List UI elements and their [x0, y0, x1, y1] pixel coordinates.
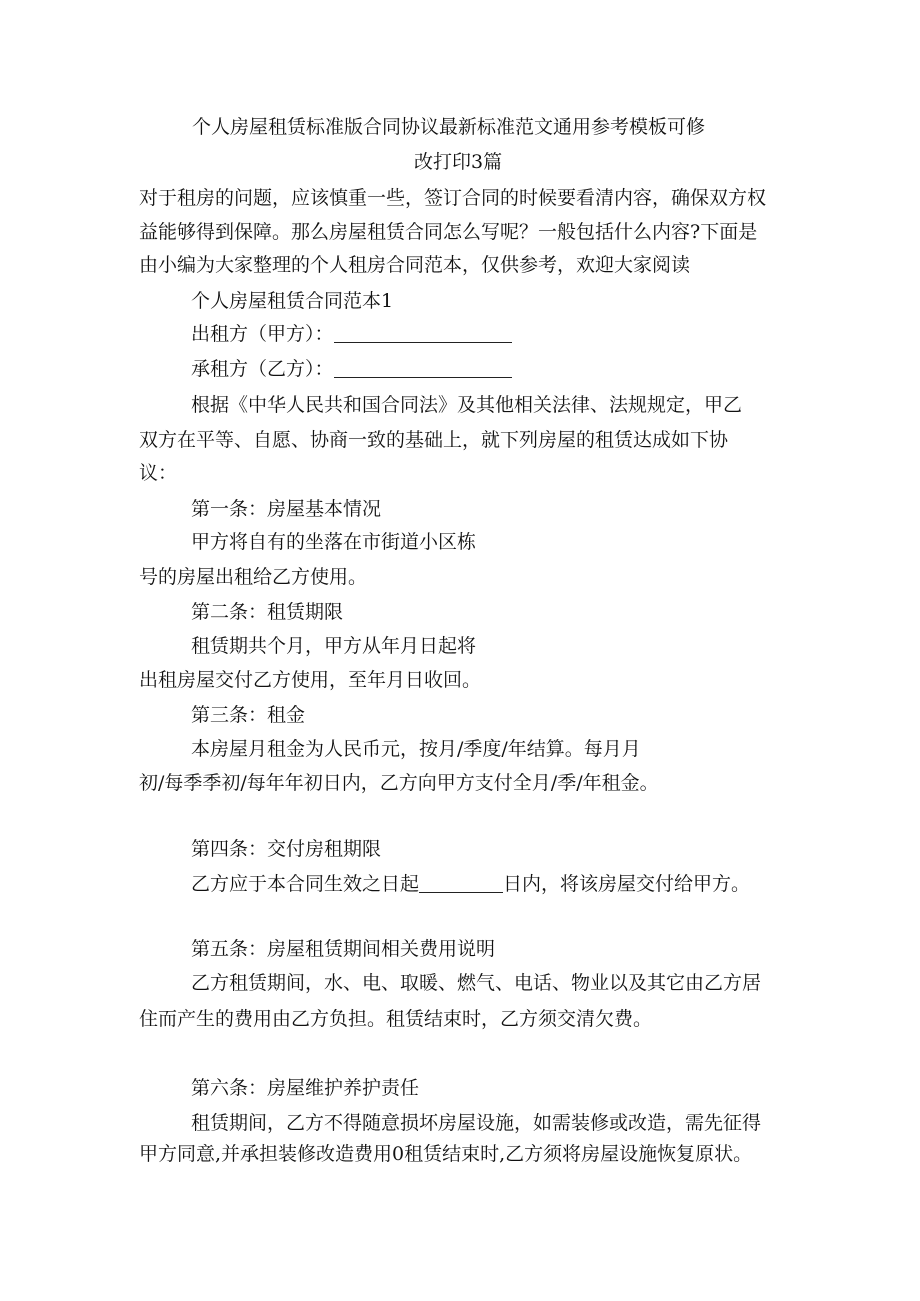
lessor-blank — [334, 324, 512, 343]
article-6-line-1: 租赁期间，乙方不得随意损坏房屋设施，如需装修或改造，需先征得 — [191, 1112, 762, 1134]
lessee-blank — [334, 359, 512, 378]
document-title-line-1: 个人房屋租赁标准版合同协议最新标准范文通用参考模板可修 — [192, 116, 706, 138]
preamble-line-2: 双方在平等、自愿、协商一致的基础上，就下列房屋的租赁达成如下协 — [139, 429, 729, 451]
lessor-label: 出租方（甲方）： — [191, 323, 334, 345]
intro-line-3: 由小编为大家整理的个人租房合同范本，仅供参考，欢迎大家阅读 — [139, 254, 691, 276]
lessor-line — [191, 322, 512, 346]
article-1-heading: 第一条：房屋基本情况 — [191, 498, 382, 520]
preamble-line-3: 议： — [139, 462, 178, 484]
article-1-line-1: 甲方将自有的坐落在市街道小区栋 — [191, 531, 477, 553]
article-2-line-1: 租赁期共个月，甲方从年月日起将 — [191, 635, 477, 657]
article-4-heading: 第四条：交付房租期限 — [191, 838, 382, 860]
article-5-line-2: 住而产生的费用由乙方负担。租赁结束时，乙方须交清欠费。 — [139, 1008, 653, 1030]
lessee-line — [191, 357, 512, 381]
article-2-line-2: 出租房屋交付乙方使用，至年月日收回。 — [139, 669, 482, 691]
article-6-line-2: 甲方同意,并承担装修改造费用0租赁结束时,乙方须将房屋设施恢复原状。 — [139, 1143, 753, 1165]
article-1-line-2: 号的房屋出租给乙方使用。 — [139, 566, 368, 588]
article-6-heading: 第六条：房屋维护养护责任 — [191, 1077, 420, 1099]
article-3-line-1: 本房屋月租金为人民币元，按月/季度/年结算。每月月 — [191, 738, 641, 760]
article-4-days-blank — [419, 874, 503, 893]
lessee-label: 承租方（乙方）： — [191, 358, 334, 380]
article-5-heading: 第五条：房屋租赁期间相关费用说明 — [191, 938, 496, 960]
intro-line-1: 对于租房的问题，应该慎重一些，签订合同的时候要看清内容，确保双方权 — [139, 187, 767, 209]
article-2-heading: 第二条：租赁期限 — [191, 601, 344, 623]
preamble-line-1: 根据《中华人民共和国合同法》及其他相关法律、法规规定，甲乙 — [191, 394, 743, 416]
sample-heading: 个人房屋租赁合同范本1 — [191, 290, 394, 312]
intro-line-2: 益能够得到保障。那么房屋租赁合同怎么写呢？一般包括什么内容?下面是 — [139, 221, 758, 243]
document-title-line-2: 改打印3篇 — [414, 151, 503, 173]
article-4-line — [191, 872, 750, 896]
article-3-line-2: 初/每季季初/每年年初日内，乙方向甲方支付全月/季/年租金。 — [139, 772, 659, 794]
article-4-text-before: 乙方应于本合同生效之日起 — [191, 873, 420, 895]
article-5-line-1: 乙方租赁期间，水、电、取暖、燃气、电话、物业以及其它由乙方居 — [191, 972, 762, 994]
article-3-heading: 第三条：租金 — [191, 704, 306, 726]
article-4-text-after: 日内，将该房屋交付给甲方。 — [503, 873, 751, 895]
